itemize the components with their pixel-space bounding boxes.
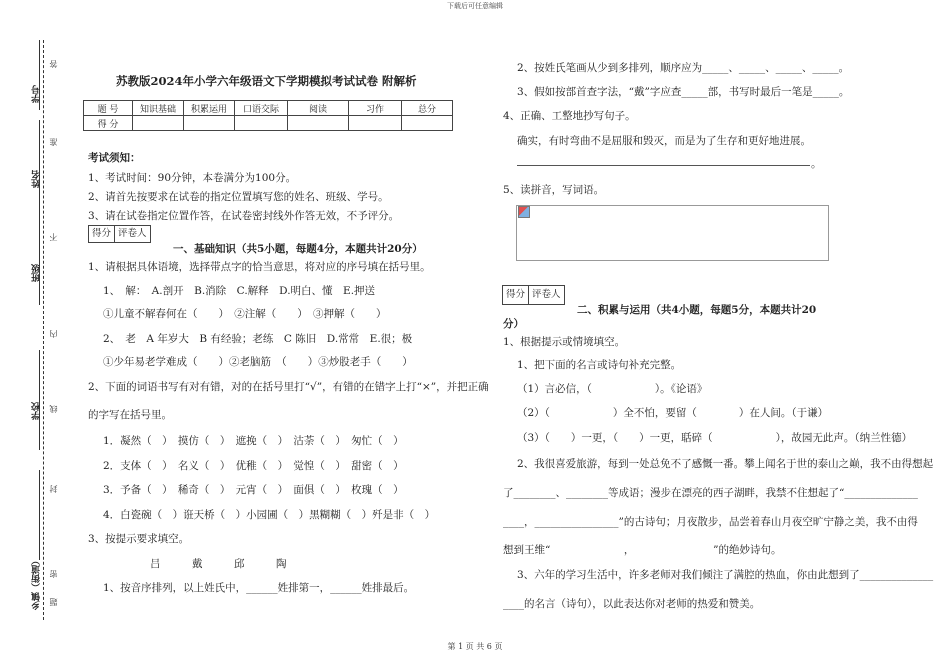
notice-item: 1、考试时间：90分钟，本卷满分为100分。 xyxy=(88,172,297,184)
side-label-class: 班级 xyxy=(32,264,42,282)
table-header-cell: 知识基础 xyxy=(133,101,184,116)
question-text: 的字写在括号里。 xyxy=(88,409,172,421)
question-text: 3、按提示要求填空。 xyxy=(88,533,190,545)
table-row-label: 得 分 xyxy=(84,116,133,131)
question-text: 2、我很喜爱旅游，每到一处总免不了感慨一番。攀上闻名于世的泰山之巅，我不由得想起 xyxy=(517,458,934,470)
binding-word: 题 xyxy=(49,598,58,606)
notice-item: 3、请在试卷指定位置作答，在试卷密封线外作答无效，不予评分。 xyxy=(88,210,400,222)
download-note: 下载后可任意编辑 xyxy=(447,2,503,10)
table-row xyxy=(84,101,453,116)
binding-word: 内 xyxy=(49,330,58,338)
side-label-town: 乡镇（街道） xyxy=(32,556,42,610)
question-text: 4、正确、工整地抄写句子。 xyxy=(503,110,636,122)
side-label-school: 学校 xyxy=(32,402,42,420)
table-header-cell: 习作 xyxy=(349,101,402,116)
question-row: 1．凝然（ ） 摸仿（ ） 遮挽（ ） 沽荼（ ） 匆忙（ ） xyxy=(103,435,404,447)
notice-heading: 考试须知： xyxy=(88,152,141,164)
answer-line[interactable] xyxy=(517,165,810,166)
question-text: 1、根据提示或情境填空。 xyxy=(503,336,626,348)
question-text: ____的名言（诗句），以此表达你对老师的热爱和赞美。 xyxy=(503,598,761,610)
scorer-box xyxy=(88,225,151,243)
score-cell[interactable] xyxy=(349,116,402,131)
exam-title: 苏教版2024年小学六年级语文下学期模拟考试试卷 附解析 xyxy=(116,74,417,88)
question-text: 1、 解： A.剖开 B.消除 C.解释 D.明白、懂 E.押送 xyxy=(103,285,376,297)
binding-word: 答 xyxy=(49,60,58,68)
question-text: 1、把下面的名言或诗句补充完整。 xyxy=(517,359,682,371)
question-text: ①少年易老学难成（ ）②老脑筋 （ ）③炒股老手（ ） xyxy=(103,356,413,368)
fill-line-class xyxy=(39,205,40,305)
question-text: 5、读拼音，写词语。 xyxy=(503,184,605,196)
scorer-score-label: 得分 xyxy=(503,286,529,304)
question-row: 2．支体（ ） 名义（ ） 优稚（ ） 觉惶（ ） 甜密（ ） xyxy=(103,460,404,472)
pinyin-answer-box[interactable] xyxy=(516,205,829,261)
question-text: 3、六年的学习生活中，许多老师对我们倾注了满腔的热血，你由此想到了______________ xyxy=(517,569,934,581)
page-footer: 第 1 页 共 6 页 xyxy=(447,642,503,651)
binding-line xyxy=(43,40,44,620)
score-cell[interactable] xyxy=(235,116,288,131)
question-text: ①儿童不解春何在（ ） ②注解（ ） ③押解（ ） xyxy=(103,308,387,320)
notice-item: 2、请首先按要求在试卷的指定位置填写您的姓名、班级、学号。 xyxy=(88,191,389,203)
section2-heading-cont: 分） xyxy=(503,318,524,330)
scorer-grader-label: 评卷人 xyxy=(532,289,561,300)
fill-line-name xyxy=(39,120,40,205)
question-row: 4．白瓷碗（ ）诳天桥（ ）小园圃（ ）黑糊糊（ ）歼是非（ ） xyxy=(103,509,436,521)
table-header-cell: 总分 xyxy=(402,101,453,116)
scorer-box xyxy=(502,285,565,305)
score-cell[interactable] xyxy=(184,116,235,131)
question-text: 2、按姓氏笔画从少到多排列，顺序应为_____、_____、_____、_____。 xyxy=(517,62,850,74)
question-text: （1）言必信，（ ）。《论语》 xyxy=(517,383,708,395)
question-row: 3．予备（ ） 稀奇（ ） 元宵（ ） 面俱（ ） 枚瑰（ ） xyxy=(103,484,404,496)
table-header-cell: 积累运用 xyxy=(184,101,235,116)
table-header-cell: 阅读 xyxy=(288,101,349,116)
sentence-end-mark: 。 xyxy=(811,158,822,170)
scorer-grader-label: 评卷人 xyxy=(118,228,147,239)
question-text: 1、按音序排列，以上姓氏中，______姓排第一，______姓排最后。 xyxy=(103,582,415,594)
table-header-cell: 口语交际 xyxy=(235,101,288,116)
question-text: ____，________________”的古诗句；月夜散步，品尝着春山月夜空旷宁静之美，我不由得 xyxy=(503,516,918,528)
question-text: （2）（ ）全不怕，要留（ ）在人间。（于谦） xyxy=(517,407,829,419)
question-text: 1、请根据具体语境，选择带点字的恰当意思，将对应的序号填在括号里。 xyxy=(88,261,431,273)
question-text: 2、 老 A 年岁大 B 有经验；老练 C 陈旧 D.常常 E.很；极 xyxy=(103,333,413,345)
binding-word: 封 xyxy=(49,485,58,493)
question-text: 想到王维“ ， ”的绝妙诗句。 xyxy=(503,544,782,556)
table-row xyxy=(84,116,453,131)
score-cell[interactable] xyxy=(402,116,453,131)
binding-word: 不 xyxy=(49,233,58,241)
score-cell[interactable] xyxy=(288,116,349,131)
question-text: 3、假如按部首查字法，“戴”字应查_____部，书写时最后一笔是_____。 xyxy=(517,86,850,98)
question-text: 了________、________等成语；漫步在漂亮的西子湖畔，我禁不住想起了“______________ xyxy=(503,487,918,499)
side-label-name: 姓名 xyxy=(32,170,42,188)
scorer-score-label: 得分 xyxy=(89,226,115,242)
broken-image-icon xyxy=(518,206,530,218)
binding-word: 线 xyxy=(49,405,58,413)
binding-word: 密 xyxy=(49,570,58,578)
table-header-cell: 题 号 xyxy=(84,101,133,116)
copy-sentence: 确实，有时弯曲不是屈服和毁灭，而是为了生存和更好地进展。 xyxy=(517,135,811,147)
fill-line-town xyxy=(39,470,40,560)
surname-list: 吕 戴 邱 陶 xyxy=(150,558,287,570)
fill-line-student-id xyxy=(39,40,40,110)
score-table xyxy=(83,100,453,131)
score-cell[interactable] xyxy=(133,116,184,131)
fill-line-school xyxy=(39,350,40,450)
binding-word: 准 xyxy=(49,138,58,146)
side-label-student-id: 学号 xyxy=(32,85,42,103)
question-text: （3）（ ）一更，（ ）一更，聒碎（ ），故园无此声。（纳兰性德） xyxy=(517,432,913,444)
section2-heading: 二、积累与运用（共4小题，每题5分，本题共计20 xyxy=(577,304,817,316)
section1-heading: 一、基础知识（共5小题，每题4分，本题共计20分） xyxy=(173,243,423,255)
question-text: 2、下面的词语书写有对有错，对的在括号里打“√”，有错的在错字上打“×”，并把正确 xyxy=(88,381,489,393)
